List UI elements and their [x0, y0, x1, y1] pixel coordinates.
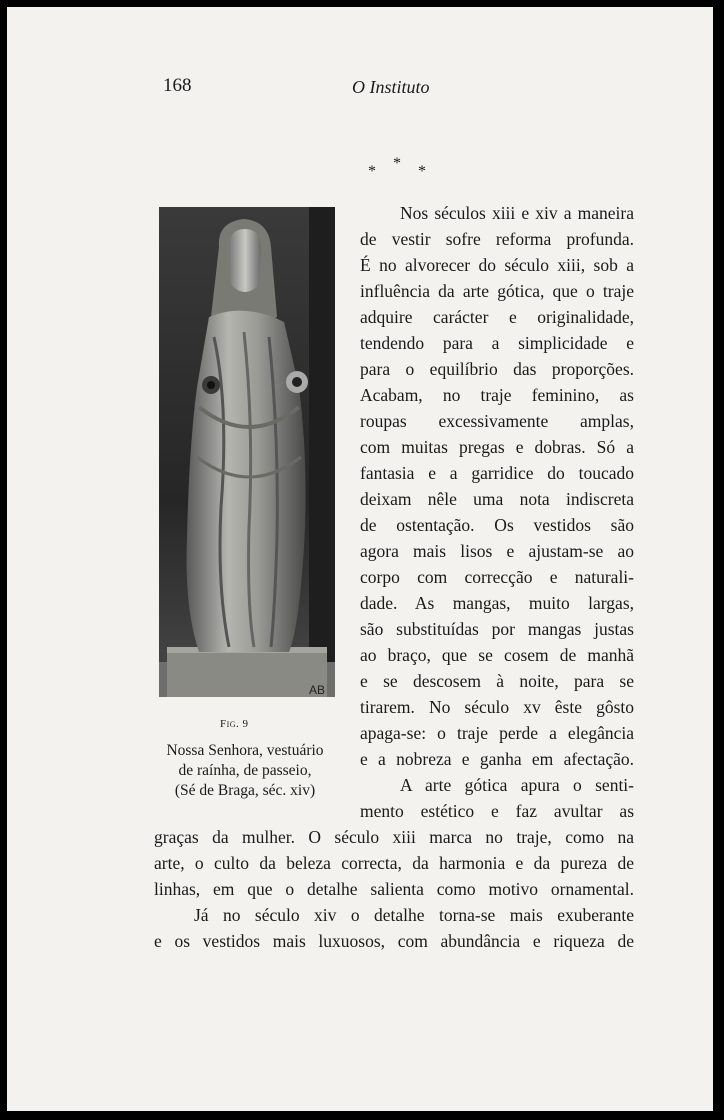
body-line: linhas, em que o detalhe salienta como motivo ornamental. — [154, 879, 634, 899]
body-line: Já no século xiv o detalhe torna-se mais exuberante — [194, 905, 634, 925]
body-line: graças da mulher. O século xiii marca no traje, como na — [154, 827, 634, 847]
body-line: deixam nêle uma nota indiscreta — [360, 489, 634, 509]
body-line: ao braço, que se cosem de manhã — [360, 645, 634, 665]
body-line: Nos séculos xiii e xiv a maneira — [400, 203, 634, 223]
body-line: tendendo para a simplicidade e — [360, 333, 634, 353]
statue-photograph — [159, 207, 335, 697]
asterisk: * — [393, 155, 401, 172]
body-line: e se descosem à noite, para se — [360, 671, 634, 691]
figure-caption — [155, 741, 335, 801]
body-line: agora mais lisos e ajustam-se ao — [360, 541, 634, 561]
caption-line: (Sé de Braga, séc. xiv) — [174, 782, 316, 799]
body-line: para o equilíbrio das proporções. — [360, 359, 634, 379]
body-line: mento estético e faz avultar as — [360, 801, 634, 821]
running-head: O Instituto — [352, 77, 430, 97]
body-line: fantasia e a garridice do toucado — [360, 463, 634, 483]
photo-monogram: AB — [309, 683, 326, 697]
body-line: tirarem. No século xv êste gôsto — [360, 697, 634, 717]
body-line: com muitas pregas e dobras. Só a — [360, 437, 634, 457]
book-page — [7, 7, 713, 1111]
body-line: e a nobreza e ganha em afectação. — [360, 749, 634, 769]
caption-line: de raínha, de passeio, — [178, 762, 312, 779]
body-line: são substituídas por mangas justas — [360, 619, 634, 639]
body-line: roupas excessivamente amplas, — [360, 411, 634, 431]
body-line: corpo com correcção e naturali- — [360, 567, 634, 587]
body-line: Acabam, no traje feminino, as — [360, 385, 634, 405]
figure-label: Fig. 9 — [220, 718, 249, 730]
section-break-asterisks — [365, 155, 435, 185]
body-line: influência da arte gótica, que o traje — [360, 281, 634, 301]
statue-illustration — [159, 207, 335, 697]
body-line: arte, o culto da beleza correcta, da harmonia e da pureza de — [154, 853, 634, 873]
page-number: 168 — [163, 75, 192, 96]
body-line: de ostentação. Os vestidos são — [360, 515, 634, 535]
body-line: e os vestidos mais luxuosos, com abundância e riqueza de — [154, 931, 634, 951]
body-line: de vestir sofre reforma profunda. — [360, 229, 634, 249]
body-line: É no alvorecer do século xiii, sob a — [360, 255, 634, 275]
body-line: dade. As mangas, muito largas, — [360, 593, 634, 613]
asterisk: * — [418, 163, 426, 180]
body-line: apaga-se: o traje perde a elegância — [360, 723, 634, 743]
asterisk: * — [368, 163, 376, 180]
caption-line: Nossa Senhora, vestuário — [166, 742, 324, 759]
body-line: A arte gótica apura o senti- — [400, 775, 634, 795]
body-line: adquire carácter e originalidade, — [360, 307, 634, 327]
